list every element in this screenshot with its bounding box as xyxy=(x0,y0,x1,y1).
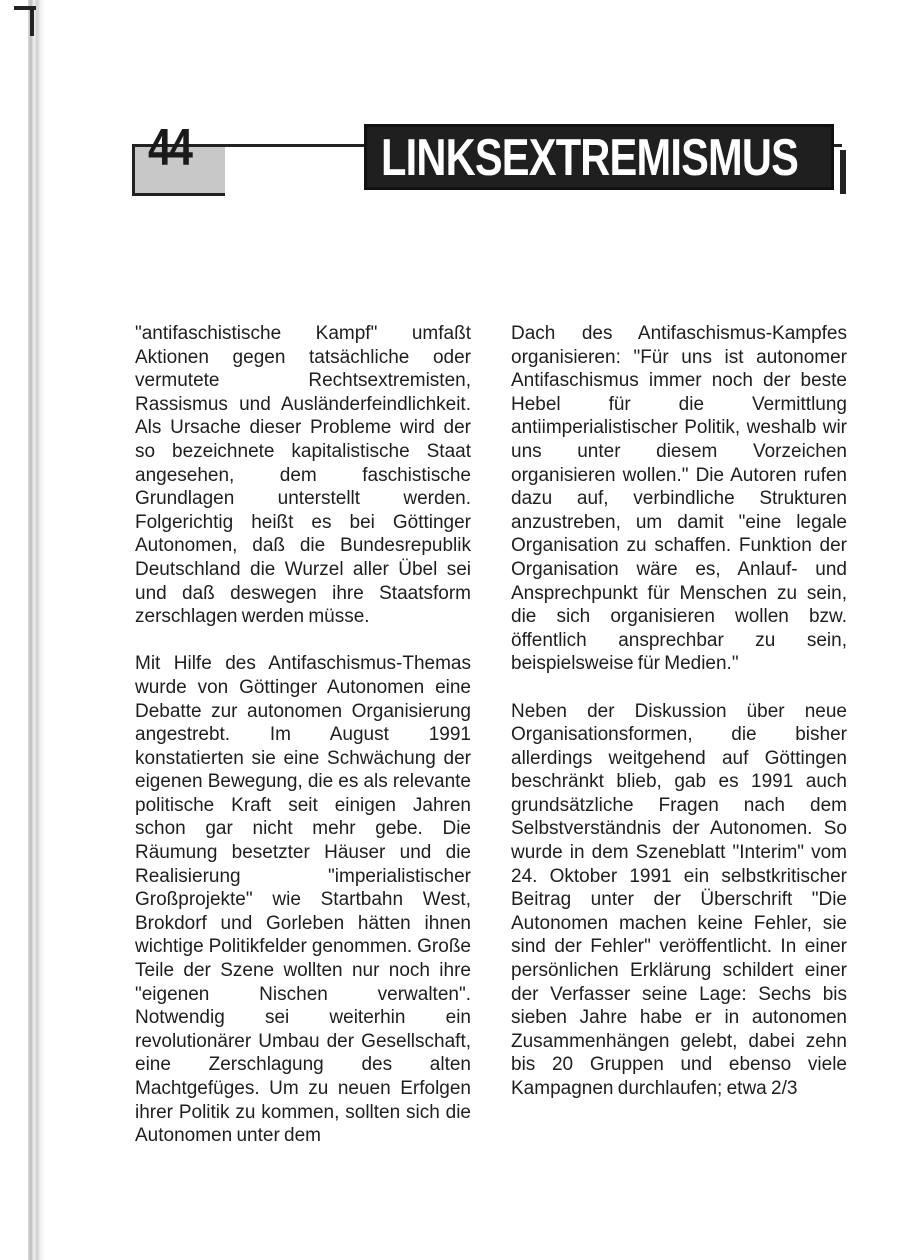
right-text-column xyxy=(511,322,847,1101)
section-title-bar xyxy=(364,124,834,190)
section-bar-shadow xyxy=(840,150,846,194)
section-title: LINKSEXTREMISMUS xyxy=(381,129,799,187)
paragraph: Dach des Antifaschismus-Kampfes organisieren: "Für uns ist autonomer Antifaschismus immer noch der beste Hebel für die Vermittlung antiimperialistischer Politik, weshalb wir uns unter diesem Vorzeichen organisieren wollen." Die Autoren rufen dazu auf, verbindliche Strukturen anzustreben, um damit "eine legale Organisation zu schaffen. Funktion der Organisation wäre es, Anlauf- und Ansprechpunkt für Menschen zu sein, die sich organisieren wollen bzw. öffentlich ansprechbar zu sein, beispielsweise für Medien." xyxy=(511,323,847,675)
paragraph: Mit Hilfe des Antifaschismus-Themas wurde von Göttinger Autonomen eine Debatte zur autonomen Organisierung angestrebt. Im August 1991 konstatierten sie eine Schwächung der eigenen Bewegung, die es als relevante politische Kraft seit einigen Jahren schon gar nicht mehr gebe. Die Räumung besetzter Häuser und die Realisierung "imperialistischer Großprojekte" wie Startbahn West, Brokdorf und Gorleben hätten ihnen wichtige Politikfelder genommen. Große Teile der Szene wollten nur noch ihre "eigenen Nischen verwalten". Notwendig sei weiterhin ein revolutionärer Umbau der Gesellschaft, eine Zerschlagung des alten Machtgefüges. Um zu neuen Erfolgen ihrer Politik zu kommen, sollten sich die Autonomen unter dem xyxy=(135,653,471,1147)
paragraph: "antifaschistische Kampf" umfaßt Aktionen gegen tatsächliche oder vermutete Rechtsextremisten, Rassismus und Ausländerfeindlichkeit. Als Ursache dieser Probleme wird der so bezeichnete kapitalistische Staat angesehen, dem faschistische Grundlagen unterstellt werden. Folgerichtig heißt es bei Göttinger Autonomen, daß die Bundesrepublik Deutschland die Wurzel aller Übel sei und daß deswegen ihre Staatsform zerschlagen werden müsse. xyxy=(135,323,471,628)
page-header xyxy=(132,116,852,194)
corner-crop-mark-vertical xyxy=(30,6,34,36)
left-text-column xyxy=(135,322,471,1148)
paragraph: Neben der Diskussion über neue Organisationsformen, die bisher allerdings weitgehend auf Göttingen beschränkt blieb, gab es 1991 auch grundsätzliche Fragen nach dem Selbstverständnis der Autonomen. So wurde in dem Szeneblatt "Interim" vom 24. Oktober 1991 ein selbstkritischer Beitrag unter der Überschrift "Die Autonomen machen keine Fehler, sie sind der Fehler" veröffentlicht. In einer persönlichen Erklärung schildert einer der Verfasser seine Lage: Sechs bis sieben Jahre habe er in autonomen Zusammenhängen gelebt, dabei zehn bis 20 Gruppen und ebenso viele Kampagnen durchlaufen; etwa 2/3 xyxy=(511,700,847,1099)
page-number: 44 xyxy=(148,119,191,177)
binding-edge xyxy=(28,0,46,1260)
